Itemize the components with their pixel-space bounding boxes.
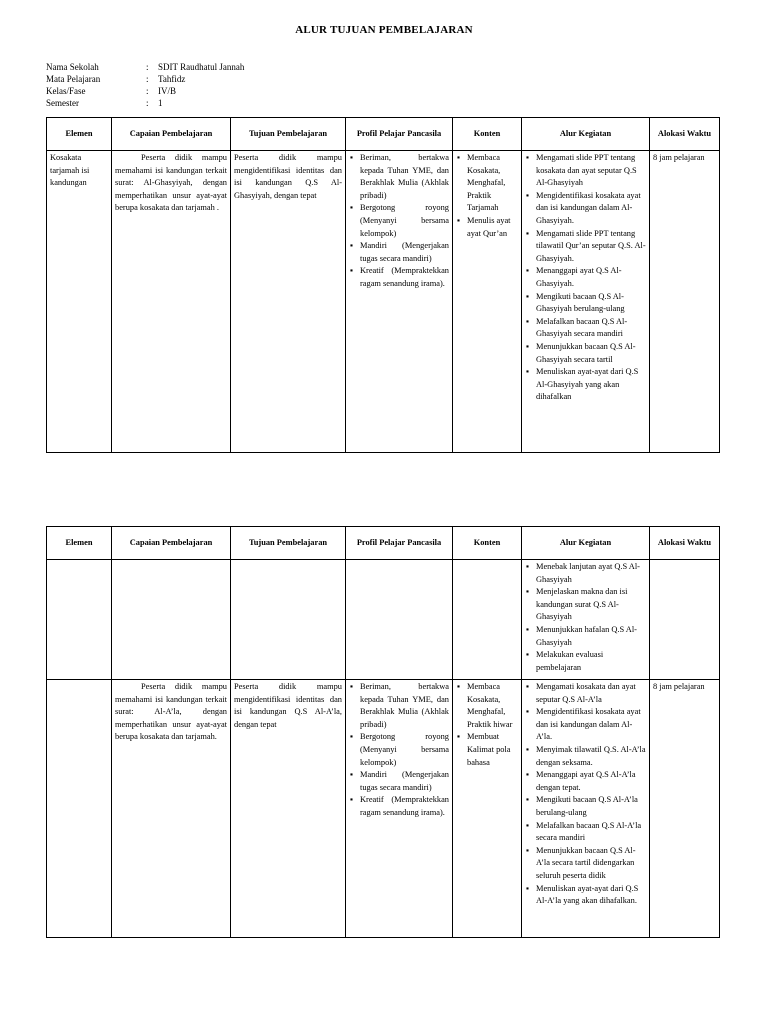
table-header-row (47, 118, 720, 151)
cell-profil (346, 680, 453, 938)
list-item: ▪ Bergotong royong (Menyanyi bersama kelompok) (360, 202, 449, 240)
list-item: ▪ Membuat Kalimat pola bahasa (467, 731, 518, 769)
header-tujuan: Tujuan Pembelajaran (231, 527, 346, 560)
list-item: ▪ Mandiri (Mengerjakan tugas secara mandiri) (360, 240, 449, 265)
list-item: ▪ Kreatif (Mempraktekkan ragam senandung irama). (360, 265, 449, 290)
meta-key: Semester (46, 98, 79, 108)
list-item: ▪ Membaca Kosakata, Menghafal, Praktik hiwar (467, 681, 518, 731)
header-profil: Profil Pelajar Pancasila (346, 527, 453, 560)
document-meta (46, 61, 244, 109)
list-item: ▪ Menanggapi ayat Q.S Al-A’la dengan tepat. (536, 769, 646, 794)
table-header-row (47, 527, 720, 560)
header-alokasi: Alokasi Waktu (650, 527, 720, 560)
document-title: ALUR TUJUAN PEMBELAJARAN (295, 24, 473, 36)
list-item: ▪ Mengamati slide PPT tentang kosakata dan ayat seputar Q.S Al-Ghasyiyah (536, 152, 646, 190)
table-row (47, 151, 720, 453)
meta-row-subject: Mata Pelajaran : Tahfidz (46, 74, 186, 84)
header-elemen: Elemen (47, 118, 112, 151)
header-alur: Alur Kegiatan (522, 527, 650, 560)
cell-alur (522, 680, 650, 938)
list-item: ▪ Menuliskan ayat-ayat dari Q.S Al-Ghasyiyah yang akan dihafalkan (536, 366, 646, 404)
list-item: ▪ Beriman, bertakwa kepada Tuhan YME, dan Berakhlak Mulia (Akhlak pribadi) (360, 681, 449, 731)
cell-capaian (112, 560, 231, 680)
cell-konten (453, 151, 522, 453)
cell-alokasi (650, 560, 720, 680)
cell-konten (453, 680, 522, 938)
list-item: ▪ Menuliskan ayat-ayat dari Q.S Al-A’la yang akan dihafalkan. (536, 883, 646, 908)
meta-key: Kelas/Fase (46, 86, 86, 96)
meta-key: Nama Sekolah (46, 62, 99, 72)
cell-tujuan (231, 560, 346, 680)
cell-elemen: Kosakata tarjamah isi kandungan (47, 151, 112, 453)
meta-value: SDIT Raudhatul Jannah (158, 62, 245, 72)
header-konten: Konten (453, 118, 522, 151)
cell-capaian: Peserta didik mampu memahami isi kandungan terkait surat: Al-A’la, dengan memperhatikan unsur ayat-ayat berupa kosakata dan tarjamah. (112, 680, 231, 938)
list-item: ▪ Mengikuti bacaan Q.S Al-A’la berulang-ulang (536, 794, 646, 819)
learning-flow-table-2 (46, 526, 720, 938)
list-item: ▪ Menunjukkan bacaan Q.S Al-Ghasyiyah secara tartil (536, 341, 646, 366)
meta-key: Mata Pelajaran (46, 74, 101, 84)
list-item: ▪ Menulis ayat ayat Qur’an (467, 215, 518, 240)
list-item: ▪ Melafalkan bacaan Q.S Al-A’la secara mandiri (536, 820, 646, 845)
cell-elemen (47, 560, 112, 680)
list-item: ▪ Menjelaskan makna dan isi kandungan surat Q.S Al-Ghasyiyah (536, 586, 646, 624)
list-item: ▪ Menunjukkan bacaan Q.S Al-A’la secara tartil didengarkan seluruh peserta didik (536, 845, 646, 883)
header-profil: Profil Pelajar Pancasila (346, 118, 453, 151)
meta-value: Tahfidz (158, 74, 186, 84)
header-elemen: Elemen (47, 527, 112, 560)
list-item: ▪ Bergotong royong (Menyanyi bersama kelompok) (360, 731, 449, 769)
cell-tujuan: Peserta didik mampu mengidentifikasi identitas dan isi kandungan Q.S Al-Ghasyiyah, dengan tepat (231, 151, 346, 453)
cell-profil (346, 560, 453, 680)
cell-alokasi: 8 jam pelajaran (650, 680, 720, 938)
cell-capaian: Peserta didik mampu memahami isi kandungan terkait surat: Al-Ghasyiyah, dengan memperhatikan unsur ayat-ayat berupa kosakata dan tarjamah . (112, 151, 231, 453)
list-item: ▪ Menunjukkan hafalan Q.S Al-Ghasyiyah (536, 624, 646, 649)
list-item: ▪ Melafalkan bacaan Q.S Al-Ghasyiyah secara mandiri (536, 316, 646, 341)
header-capaian: Capaian Pembelajaran (112, 527, 231, 560)
cell-alur (522, 560, 650, 680)
learning-flow-table-1 (46, 117, 720, 453)
list-item: ▪ Mengidentifikasi kosakata ayat dan isi kandungan dalam Al-Ghasyiyah. (536, 190, 646, 228)
header-tujuan: Tujuan Pembelajaran (231, 118, 346, 151)
table-row (47, 680, 720, 938)
list-item: ▪ Mengidentifikasi kosakata ayat dan isi kandungan dalam Al-A’la. (536, 706, 646, 744)
list-item: ▪ Mengikuti bacaan Q.S Al-Ghasyiyah berulang-ulang (536, 291, 646, 316)
cell-alokasi: 8 jam pelajaran (650, 151, 720, 453)
list-item: ▪ Mandiri (Mengerjakan tugas secara mandiri) (360, 769, 449, 794)
meta-value: 1 (158, 98, 163, 108)
list-item: ▪ Kreatif (Mempraktekkan ragam senandung irama). (360, 794, 449, 819)
meta-row-school: Nama Sekolah : SDIT Raudhatul Jannah (46, 62, 245, 72)
list-item: ▪ Mengamati kosakata dan ayat seputar Q.S Al-A’la (536, 681, 646, 706)
cell-konten (453, 560, 522, 680)
meta-row-class: Kelas/Fase : IV/B (46, 86, 176, 96)
cell-profil (346, 151, 453, 453)
list-item: ▪ Mengamati slide PPT tentang tilawatil Qur’an seputar Q.S. Al-Ghasyiyah. (536, 228, 646, 266)
header-alokasi: Alokasi Waktu (650, 118, 720, 151)
header-konten: Konten (453, 527, 522, 560)
list-item: ▪ Menebak lanjutan ayat Q.S Al-Ghasyiyah (536, 561, 646, 586)
list-item: ▪ Beriman, bertakwa kepada Tuhan YME, dan Berakhlak Mulia (Akhlak pribadi) (360, 152, 449, 202)
header-alur: Alur Kegiatan (522, 118, 650, 151)
list-item: ▪ Menyimak tilawatil Q.S. Al-A’la dengan seksama. (536, 744, 646, 769)
meta-row-semester: Semester : 1 (46, 98, 163, 108)
header-capaian: Capaian Pembelajaran (112, 118, 231, 151)
list-item: ▪ Melakukan evaluasi pembelajaran (536, 649, 646, 674)
list-item: ▪ Membaca Kosakata, Menghafal, Praktik Tarjamah (467, 152, 518, 215)
cell-alur (522, 151, 650, 453)
cell-elemen (47, 680, 112, 938)
list-item: ▪ Menanggapi ayat Q.S Al-Ghasyiyah. (536, 265, 646, 290)
meta-value: IV/B (158, 86, 176, 96)
table-row (47, 560, 720, 680)
cell-tujuan: Peserta didik mampu mengidentifikasi identitas dan isi kandungan Q.S Al-A’la, dengan tepat (231, 680, 346, 938)
